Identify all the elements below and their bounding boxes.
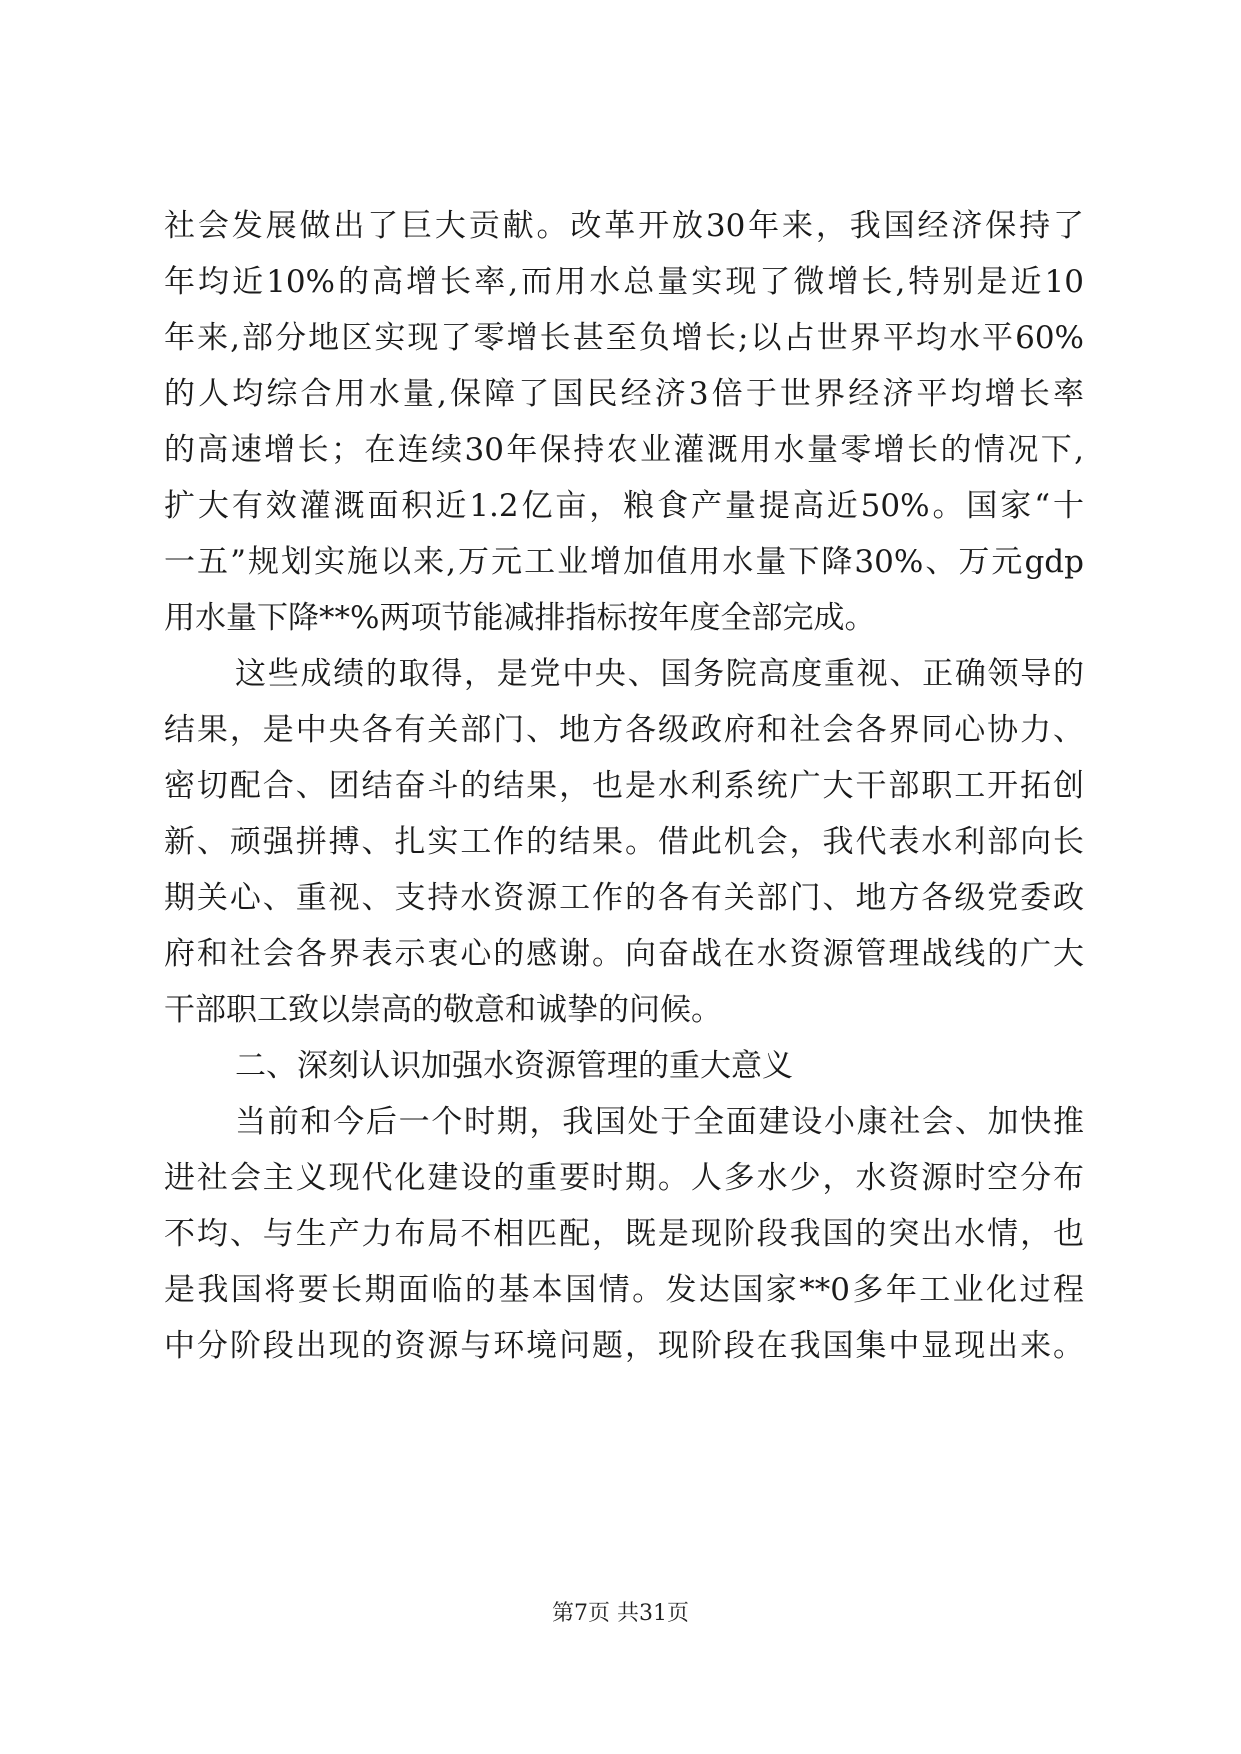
text-line: 用水量下降**%两项节能减排指标按年度全部完成。 <box>164 600 876 636</box>
text-line: 年来,部分地区实现了零增长甚至负增长;以占世界平均水平60% <box>164 320 1084 356</box>
text-line: 府和社会各界表示衷心的感谢。向奋战在水资源管理战线的广大 <box>164 936 1084 972</box>
text-line: 中分阶段出现的资源与环境问题，现阶段在我国集中显现出来。 <box>164 1328 1084 1364</box>
section-heading: 二、深刻认识加强水资源管理的重大意义 <box>235 1048 793 1084</box>
text-line: 的人均综合用水量,保障了国民经济3倍于世界经济平均增长率 <box>164 376 1084 412</box>
paragraph-first-line: 当前和今后一个时期，我国处于全面建设小康社会、加快推 <box>235 1104 1084 1140</box>
text-line: 社会发展做出了巨大贡献。改革开放30年来，我国经济保持了 <box>164 208 1084 244</box>
paragraph-first-line: 这些成绩的取得，是党中央、国务院高度重视、正确领导的 <box>235 656 1084 692</box>
text-line: 不均、与生产力布局不相匹配，既是现阶段我国的突出水情，也 <box>164 1216 1084 1252</box>
text-line: 一五”规划实施以来,万元工业增加值用水量下降30%、万元gdp <box>164 544 1084 580</box>
text-line: 进社会主义现代化建设的重要时期。人多水少，水资源时空分布 <box>164 1160 1084 1196</box>
text-line: 是我国将要长期面临的基本国情。发达国家**0多年工业化过程 <box>164 1272 1084 1308</box>
text-line: 期关心、重视、支持水资源工作的各有关部门、地方各级党委政 <box>164 880 1084 916</box>
page-number-footer: 第7页 共31页 <box>552 1601 689 1626</box>
text-line: 扩大有效灌溉面积近1.2亿亩，粮食产量提高近50%。国家“十 <box>164 488 1084 524</box>
text-line: 干部职工致以崇高的敬意和诚挚的问候。 <box>164 992 722 1028</box>
text-line: 结果，是中央各有关部门、地方各级政府和社会各界同心协力、 <box>164 712 1084 748</box>
text-line: 年均近10%的高增长率,而用水总量实现了微增长,特别是近10 <box>164 264 1084 300</box>
text-line: 新、顽强拼搏、扎实工作的结果。借此机会，我代表水利部向长 <box>164 824 1084 860</box>
text-line: 密切配合、团结奋斗的结果，也是水利系统广大干部职工开拓创 <box>164 768 1084 804</box>
text-line: 的高速增长；在连续30年保持农业灌溉用水量零增长的情况下, <box>164 432 1084 468</box>
